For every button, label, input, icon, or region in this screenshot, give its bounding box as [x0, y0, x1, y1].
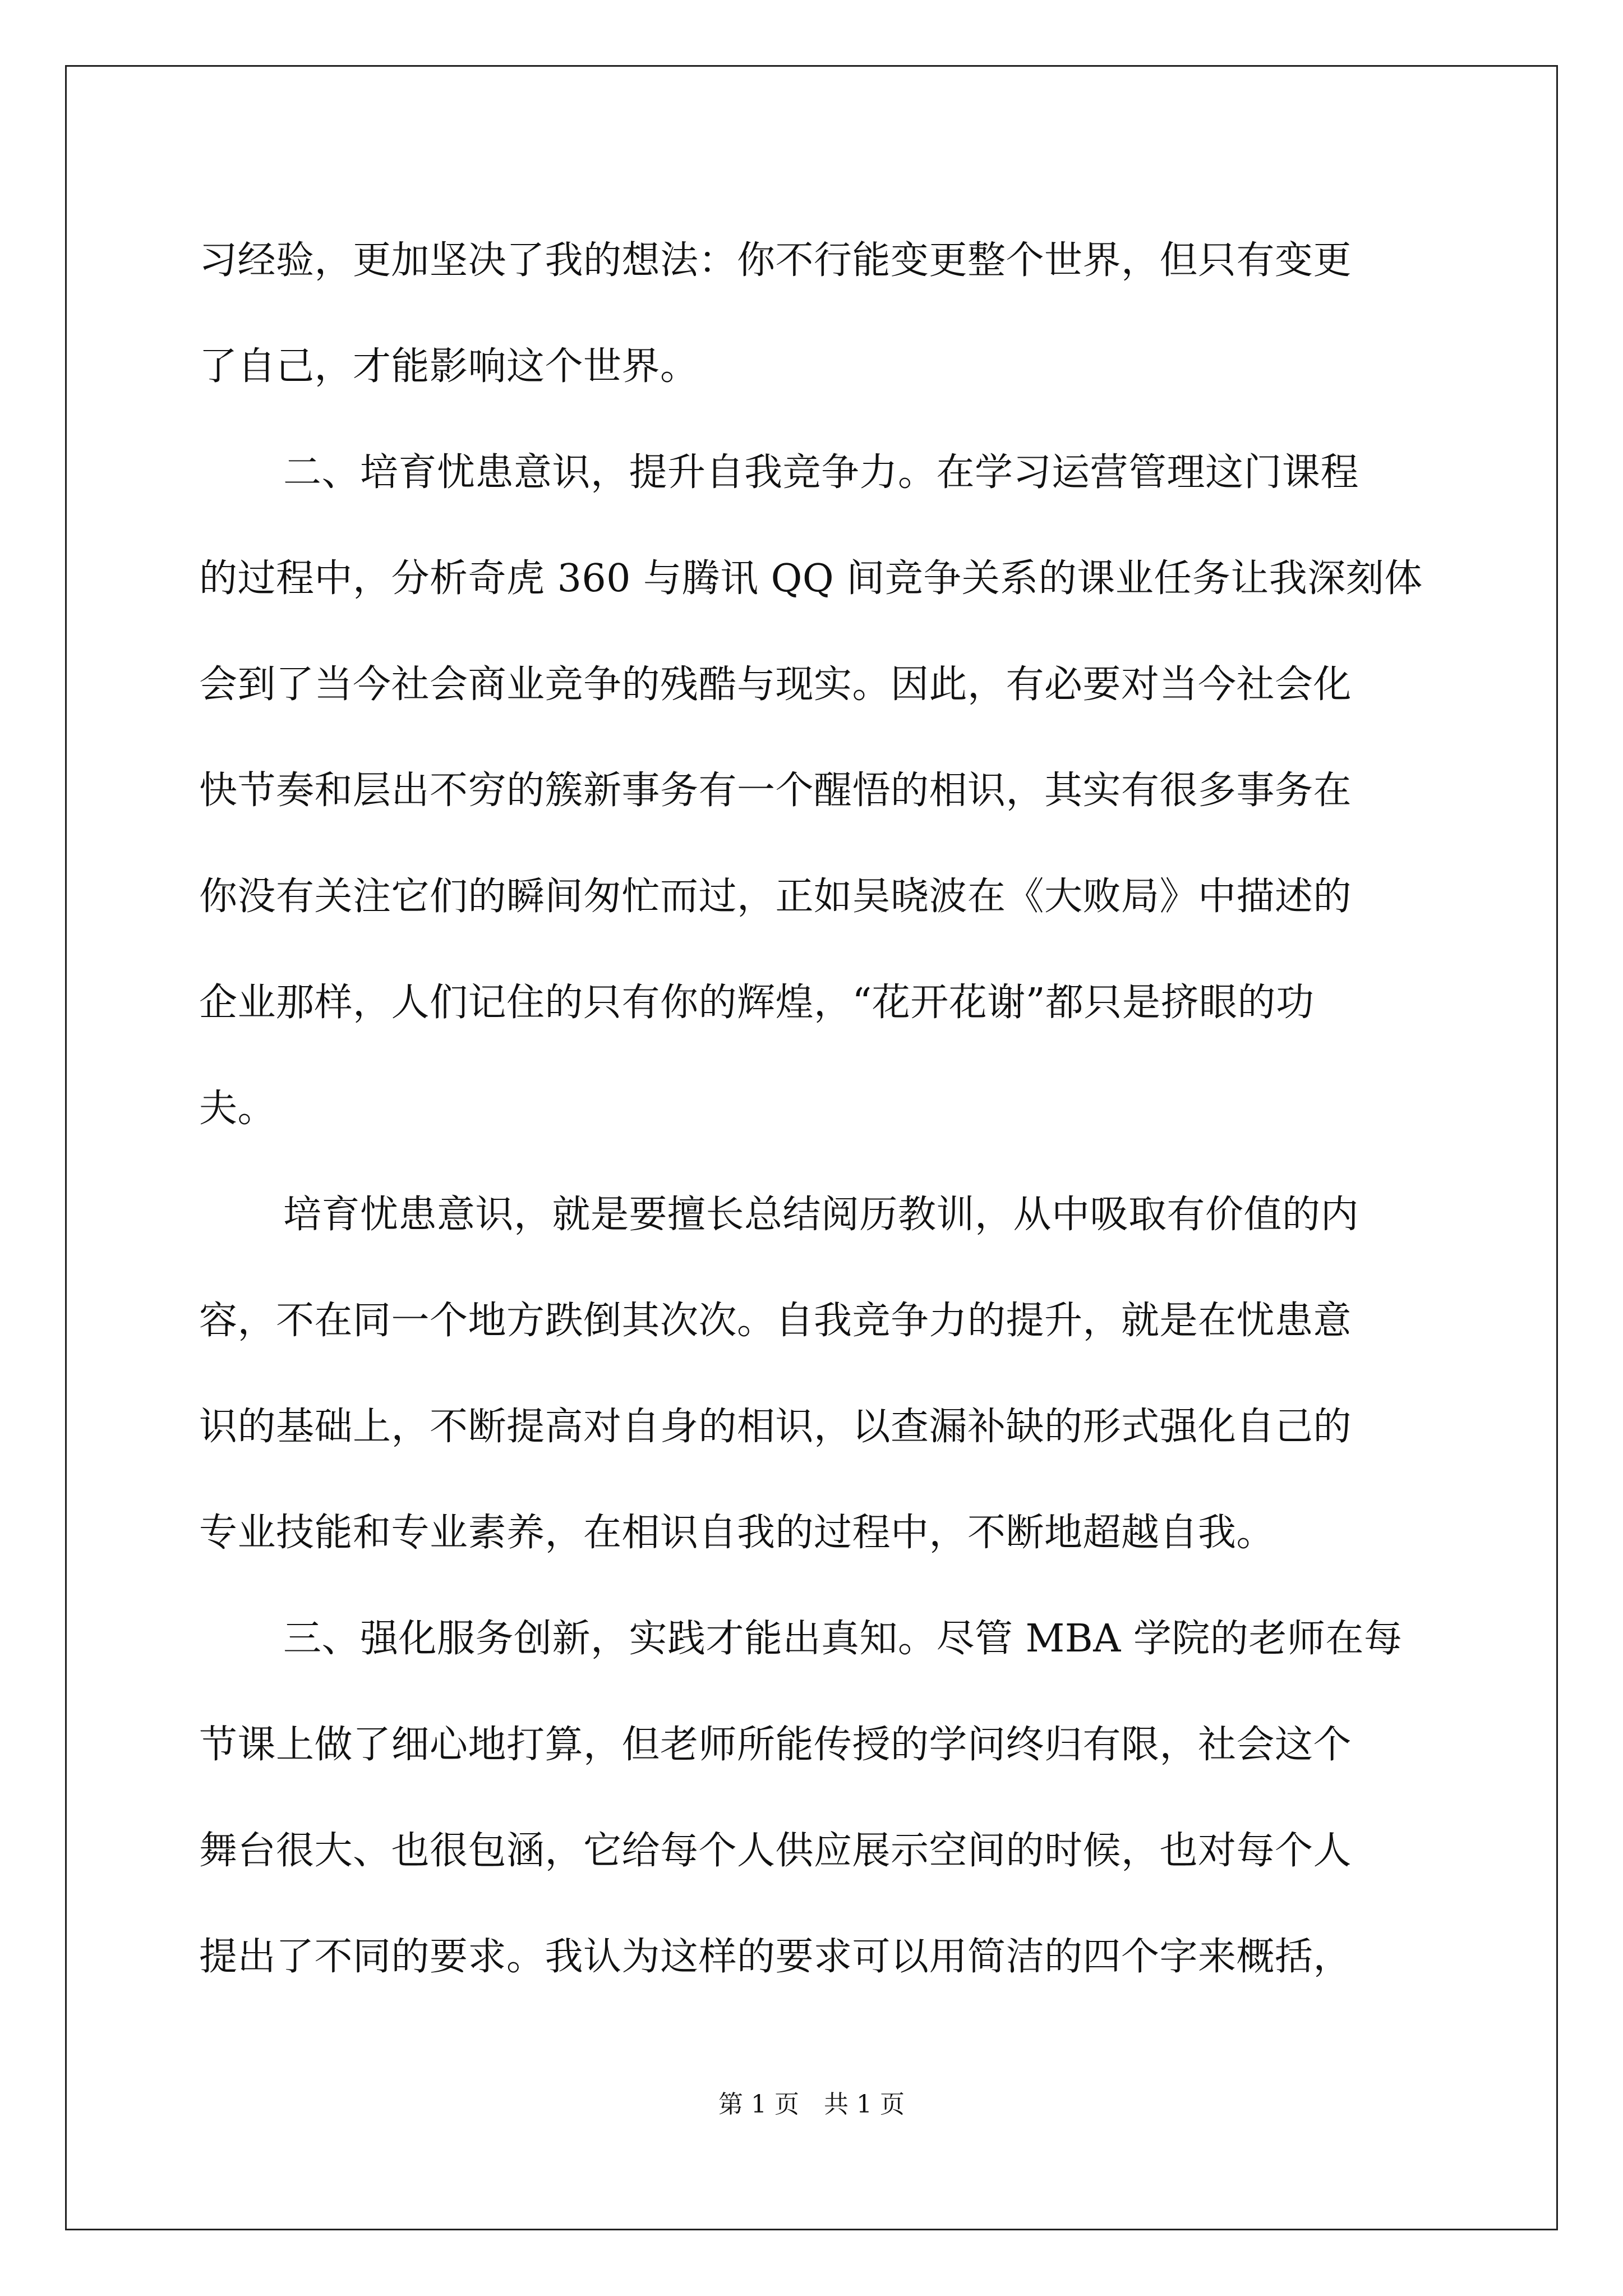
- text-line: 舞台很大、也很包涵，它给每个人供应展示空间的时候，也对每个人: [199, 1829, 1352, 1873]
- text-line: 会到了当今社会商业竞争的残酷与现实。因此，有必要对当今社会化: [199, 662, 1352, 707]
- text-line: 你没有关注它们的瞬间匆忙而过，正如吴晓波在《大败局》中描述的: [199, 875, 1352, 919]
- text-line: 了自己，才能影响这个世界。: [199, 344, 699, 389]
- paragraph-heading-two: 二、培育忧患意识，提升自我竞争力。在学习运营管理这门课程: [283, 450, 1359, 495]
- paragraph-start: 培育忧患意识，就是要擅长总结阅历教训，从中吸取有价值的内: [283, 1193, 1359, 1237]
- text-line: 节课上做了细心地打算，但老师所能传授的学问终归有限，社会这个: [199, 1723, 1352, 1767]
- text-line: 容，不在同一个地方跌倒其次次。自我竞争力的提升，就是在忧患意: [199, 1299, 1352, 1343]
- text-line: 习经验，更加坚决了我的想法：你不行能变更整个世界，但只有变更: [199, 238, 1352, 283]
- text-line: 企业那样，人们记住的只有你的辉煌，“花开花谢”都只是挤眼的功: [199, 981, 1315, 1025]
- text-line: 的过程中，分析奇虎 360 与腾讯 QQ 间竞争关系的课业任务让我深刻体: [199, 556, 1423, 601]
- text-line: 夫。: [199, 1087, 276, 1131]
- text-line: 快节奏和层出不穷的簇新事务有一个醒悟的相识，其实有很多事务在: [199, 769, 1352, 813]
- page-number-footer: 第 1 页 共 1 页: [718, 2090, 905, 2119]
- document-body: [199, 208, 1424, 2010]
- text-line: 提出了不同的要求。我认为这样的要求可以用简洁的四个字来概括，: [199, 1935, 1352, 1979]
- paragraph-heading-three: 三、强化服务创新，实践才能出真知。尽管 MBA 学院的老师在每: [283, 1617, 1403, 1661]
- text-line: 识的基础上，不断提高对自身的相识，以查漏补缺的形式强化自己的: [199, 1405, 1352, 1449]
- text-line: 专业技能和专业素养，在相识自我的过程中，不断地超越自我。: [199, 1511, 1275, 1555]
